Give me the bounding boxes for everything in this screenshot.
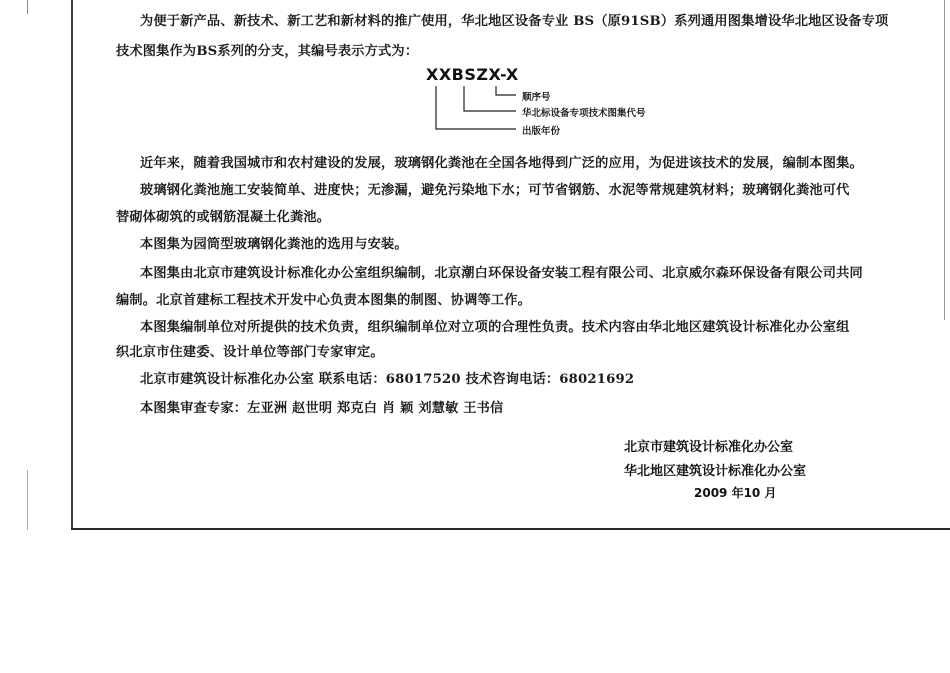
margin-mark — [27, 0, 28, 14]
frame-left-border — [71, 0, 73, 530]
paragraph-6-line-2: 织北京市住建委、设计单位等部门专家审定。 — [116, 345, 384, 360]
frame-bottom-border — [71, 528, 950, 530]
paragraph-1-line-1: 为便于新产品、新技术、新工艺和新材料的推广使用，华北地区设备专业 BS（原91SB）系列通用图集增设华北地区设备专项 — [140, 14, 889, 29]
leader-line-year — [436, 86, 516, 129]
paragraph-3-line-2: 替砌体砌筑的或钢筋混凝土化粪池。 — [116, 210, 331, 225]
code-label-sequence: 顺序号 — [522, 92, 551, 103]
paragraph-5-line-1: 本图集由北京市建筑设计标准化办公室组织编制，北京潮白环保设备安装工程有限公司、北京威尔森环保设备有限公司共同 — [140, 266, 863, 281]
paragraph-6-line-1: 本图集编制单位对所提供的技术负责，组织编制单位对立项的合理性负责。技术内容由华北地区建筑设计标准化办公室组 — [140, 320, 850, 335]
paragraph-5-line-2: 编制。北京首建标工程技术开发中心负责本图集的制图、协调等工作。 — [116, 293, 532, 308]
leader-line-atlas-code — [464, 86, 516, 111]
paragraph-4: 本图集为园筒型玻璃钢化粪池的选用与安装。 — [140, 237, 408, 252]
signature-org-2: 华北地区建筑设计标准化办公室 — [624, 464, 807, 479]
code-label-atlas-code: 华北标设备专项技术图集代号 — [522, 108, 646, 119]
paragraph-1-line-2: 技术图集作为BS系列的分支，其编号表示方式为： — [116, 44, 419, 59]
signature-date: 2009 年10 月 — [694, 486, 777, 500]
code-format: XXBSZX-X — [426, 65, 519, 84]
review-experts: 本图集审查专家：左亚洲 赵世明 郑克白 肖 颖 刘慧敏 王书信 — [140, 401, 504, 416]
frame-right-border — [944, 0, 945, 320]
leader-line-sequence — [496, 86, 516, 95]
paragraph-2: 近年来，随着我国城市和农村建设的发展，玻璃钢化粪池在全国各地得到广泛的应用，为促进该技术的发展，编制本图集。 — [140, 156, 863, 171]
signature-org-1: 北京市建筑设计标准化办公室 — [624, 440, 794, 455]
paragraph-3-line-1: 玻璃钢化粪池施工安装简单、进度快；无渗漏，避免污染地下水；可节省钢筋、水泥等常规建筑材料；玻璃钢化粪池可代 — [140, 183, 850, 198]
code-label-year: 出版年份 — [522, 126, 561, 137]
contact-line: 北京市建筑设计标准化办公室 联系电话：68017520 技术咨询电话：68021692 — [140, 372, 635, 387]
margin-mark — [27, 470, 28, 530]
